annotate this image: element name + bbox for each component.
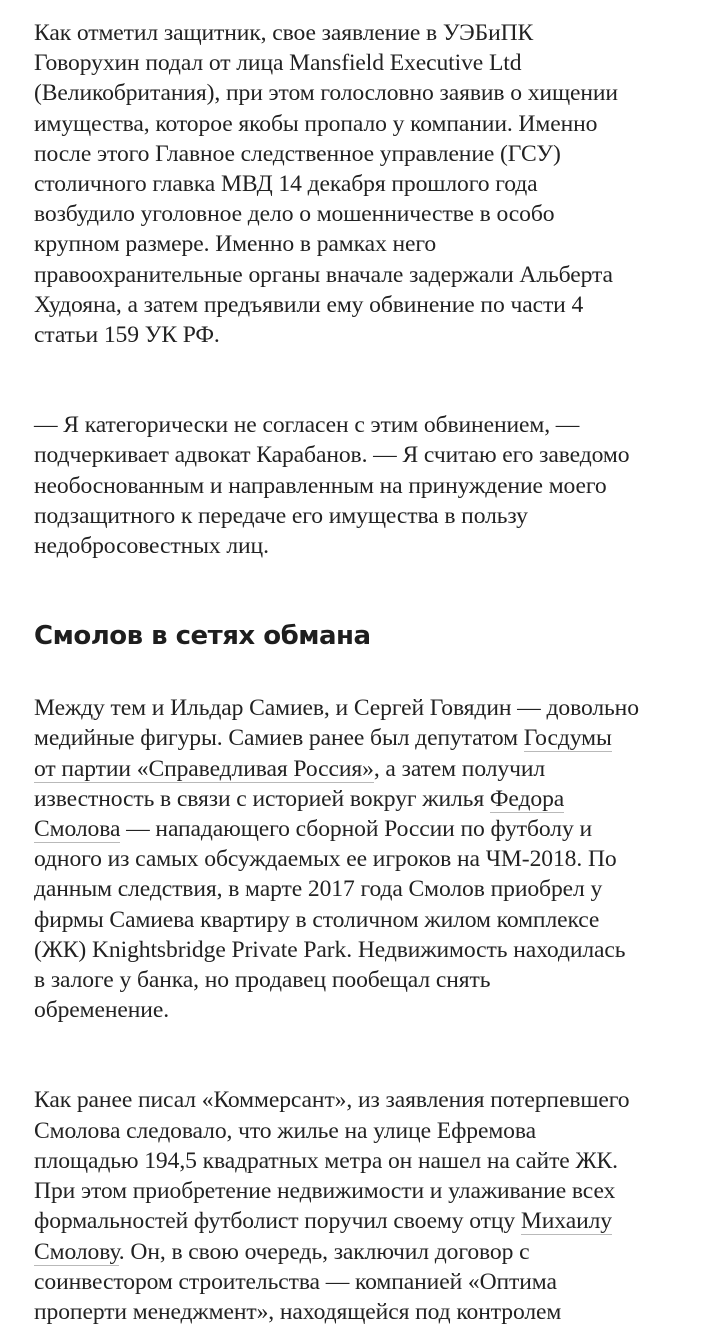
text-line: столичного главка МВД 14 декабря прошлого года [34, 171, 538, 198]
link-fedor-smolov[interactable]: Федора [489, 785, 565, 812]
paragraph-defender-statement [34, 18, 694, 350]
text-line [34, 754, 694, 784]
text-line: Как отметил защитник, свое заявление в УЭБиПК [34, 20, 534, 46]
link-gosduma[interactable]: Госдумы [523, 725, 612, 752]
text-line [34, 1237, 694, 1267]
text-line: Между тем и Ильдар Самиев, и Сергей Говядин — довольно [34, 695, 639, 722]
text-line: подчеркивает адвокат Карабанов. — Я считаю его заведомо [34, 442, 630, 469]
text-line: крупном размере. Именно в рамках него [34, 231, 437, 258]
link-fedor-smolov-cont[interactable]: Смолова [34, 816, 121, 843]
paragraph-spacer [34, 1025, 694, 1085]
text-fragment: . Он, в свою очередь, заключил договор с [118, 1238, 530, 1265]
text-line: — Я категорически не согласен с этим обвинением, — [34, 412, 580, 439]
text-line: Говорухин подал от лица Mansfield Executive Ltd [34, 50, 522, 77]
text-line: необоснованным и направленным на принуждение моего [34, 472, 607, 499]
article-body [34, 18, 694, 1327]
text-fragment: , а затем получил [373, 755, 546, 782]
text-line [34, 814, 694, 844]
text-line: в залоге у банка, но продавец пообещал снять [34, 967, 491, 994]
text-line: подзащитного к передаче его имущества в пользу [34, 502, 528, 529]
text-line: правоохранительные органы вначале задержали Альберта [34, 261, 613, 288]
section-heading: Смолов в сетях обмана [34, 621, 371, 652]
paragraph-kommersant [34, 1085, 694, 1327]
paragraph-lawyer-quote [34, 410, 694, 561]
paragraph-smolov-story [34, 693, 694, 1025]
link-mikhail-smolov-cont[interactable]: Смолову [34, 1238, 119, 1265]
text-fragment: известность в связи с историей вокруг жилья [34, 785, 490, 812]
text-line: площадью 194,5 квадратных метра он нашел на сайте ЖК. [34, 1147, 618, 1174]
text-line: возбудило уголовное дело о мошенничестве в особо [34, 201, 555, 228]
text-line: фирмы Самиева квартиру в столичном жилом комплексе [34, 906, 600, 933]
text-line [34, 1206, 694, 1236]
text-line: Смолова следовало, что жилье на улице Ефремова [34, 1117, 536, 1144]
text-line: Как ранее писал «Коммерсант», из заявления потерпевшего [34, 1087, 630, 1114]
paragraph-spacer [34, 561, 694, 619]
text-line: одного из самых обсуждаемых ее игроков на ЧМ-2018. По [34, 846, 617, 873]
paragraph-spacer [34, 350, 694, 410]
text-line: соинвестором строительства — компанией «Оптима [34, 1268, 557, 1295]
text-line: (ЖК) Knightsbridge Private Park. Недвижимость находилась [34, 936, 626, 963]
text-fragment: — нападающего сборной России по футболу и [120, 816, 592, 843]
text-line [34, 784, 694, 814]
link-mikhail-smolov[interactable]: Михаилу [520, 1208, 612, 1235]
text-line: статьи 159 УК РФ. [34, 322, 220, 349]
text-line: Худояна, а затем предъявили ему обвинение по части 4 [34, 291, 584, 318]
text-fragment: формальностей футболист поручил своему отцу [34, 1208, 521, 1235]
text-line: после этого Главное следственное управление (ГСУ) [34, 140, 561, 167]
text-line: обременение. [34, 997, 169, 1024]
paragraph-spacer [34, 653, 694, 693]
text-line [34, 723, 694, 753]
text-line: данным следствия, в марте 2017 года Смолов приобрел у [34, 876, 603, 903]
text-line: (Великобритания), при этом голословно заявив о хищении [34, 80, 618, 107]
text-line: имущества, которое якобы пропало у компании. Именно [34, 110, 598, 137]
text-line: недобросовестных лиц. [34, 533, 269, 560]
text-line: проперти менеджмент», находящейся под контролем [34, 1298, 562, 1325]
text-fragment: медийные фигуры. Самиев ранее был депутатом [34, 725, 524, 752]
text-line: При этом приобретение недвижимости и улаживание всех [34, 1178, 616, 1205]
link-party-spravedlivaya-rossiya[interactable]: от партии «Справедливая Россия» [34, 755, 374, 782]
